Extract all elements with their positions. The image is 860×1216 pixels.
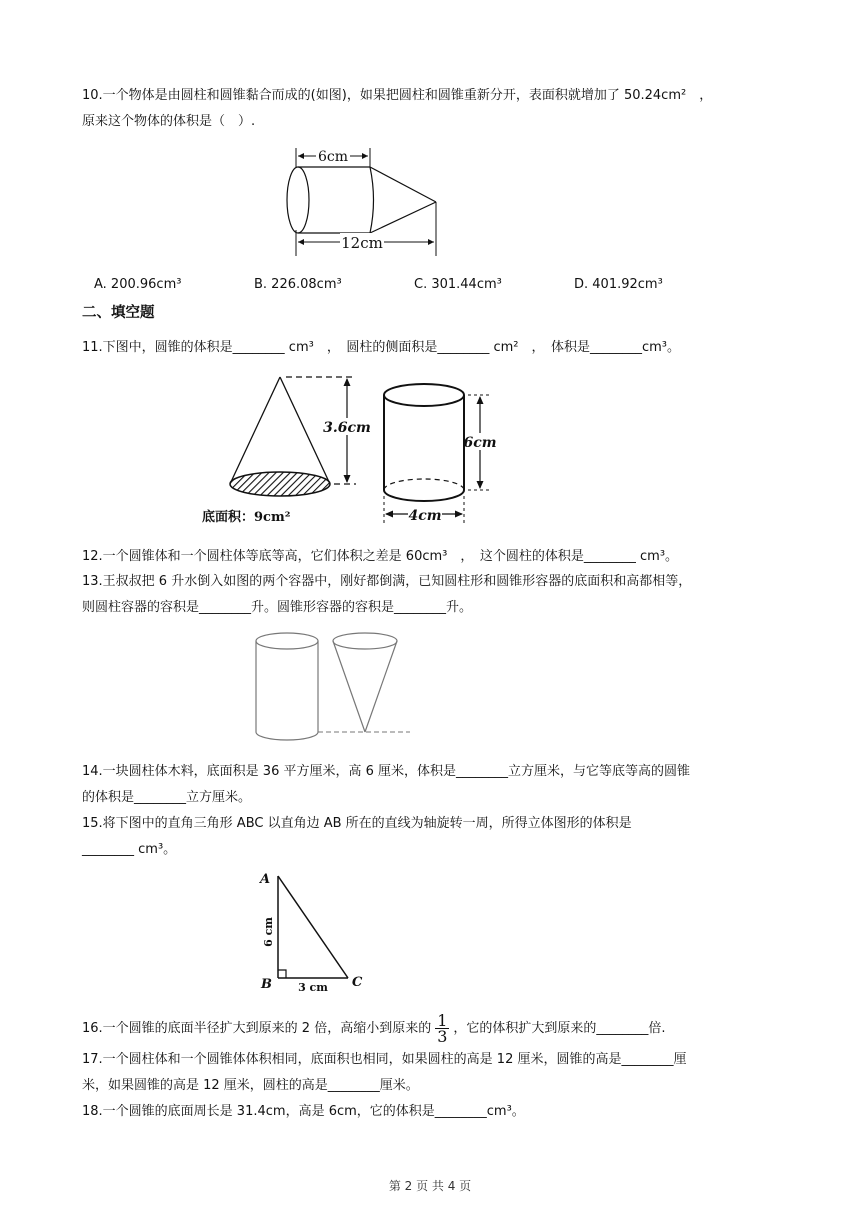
q16-before: 16.一个圆锥的底面半径扩大到原来的 2 倍，高缩小到原来的 bbox=[82, 1021, 432, 1036]
q17-line2: 米，如果圆锥的高是 12 厘米，圆柱的高是________厘米。 bbox=[82, 1078, 419, 1093]
q11-cone-height: 3.6cm bbox=[323, 420, 371, 436]
q10-top-label: 6cm bbox=[317, 149, 349, 165]
q15-label-c: C bbox=[352, 975, 363, 990]
q10-option-a[interactable]: A. 200.96cm³ bbox=[94, 277, 182, 292]
q15-label-a: A bbox=[260, 872, 271, 887]
q13-line1: 13.王叔叔把 6 升水倒入如图的两个容器中，刚好都倒满，已知圆柱形和圆锥形容器的底面积和高都相等， bbox=[82, 574, 692, 589]
q10-cylinder-cone-figure bbox=[282, 142, 452, 260]
q10-option-d[interactable]: D. 401.92cm³ bbox=[574, 277, 663, 292]
q13-containers-figure bbox=[252, 630, 412, 744]
q16-fraction bbox=[435, 1013, 449, 1044]
q10-line1: 10.一个物体是由圆柱和圆锥黏合而成的(如图)，如果把圆柱和圆锥重新分开，表面积就增加了 50.24cm² ， bbox=[82, 88, 713, 103]
q13-line2: 则圆柱容器的容积是________升。圆锥形容器的容积是________升。 bbox=[82, 600, 473, 615]
q11-cone-cylinder-figure bbox=[196, 368, 506, 530]
q16-frac-num: 1 bbox=[437, 1011, 448, 1030]
q15-line2: ________ cm³。 bbox=[82, 842, 177, 857]
q11-cylinder-height: 6cm bbox=[463, 435, 497, 451]
q15-triangle-figure bbox=[256, 866, 376, 994]
q11-cone-base-area: 底面积：9cm² bbox=[202, 510, 291, 525]
q10-option-c[interactable]: C. 301.44cm³ bbox=[414, 277, 502, 292]
q15-side-ab: 6 cm bbox=[262, 917, 275, 947]
q14-line1: 14.一块圆柱体木料，底面积是 36 平方厘米，高 6 厘米，体积是________立方厘米，与它等底等高的圆锥 bbox=[82, 764, 691, 779]
q15-line1: 15.将下图中的直角三角形 ABC 以直角边 AB 所在的直线为轴旋转一周，所得立体图形的体积是 bbox=[82, 816, 632, 831]
q18-text: 18.一个圆锥的底面周长是 31.4cm，高是 6cm，它的体积是________cm³。 bbox=[82, 1104, 525, 1119]
q15-label-b: B bbox=[261, 977, 272, 992]
q10-options bbox=[94, 277, 774, 292]
q10-bottom-label: 12cm bbox=[341, 234, 383, 252]
section-title: 二、填空题 bbox=[82, 305, 155, 321]
q15-side-bc: 3 cm bbox=[298, 981, 328, 994]
q17-line1: 17.一个圆柱体和一个圆锥体体积相同，底面积也相同，如果圆柱的高是 12 厘米，圆锥的高是________厘 bbox=[82, 1052, 687, 1067]
q16-line bbox=[82, 1012, 666, 1046]
q12-text: 12.一个圆锥体和一个圆柱体等底等高，它们体积之差是 60cm³ ， 这个圆柱的体积是________ cm³。 bbox=[82, 549, 679, 564]
q11-text: 11.下图中，圆锥的体积是________ cm³ ， 圆柱的侧面积是________ cm² ， 体积是________cm³。 bbox=[82, 340, 681, 355]
q16-frac-den: 3 bbox=[437, 1027, 448, 1046]
q10-option-b[interactable]: B. 226.08cm³ bbox=[254, 277, 342, 292]
q16-after: ，它的体积扩大到原来的________倍. bbox=[453, 1021, 666, 1036]
q10-line2: 原来这个物体的体积是（ ）. bbox=[82, 114, 256, 129]
page-footer: 第 2 页 共 4 页 bbox=[388, 1179, 472, 1193]
q11-cylinder-width: 4cm bbox=[408, 508, 442, 524]
q14-line2: 的体积是________立方厘米。 bbox=[82, 790, 252, 805]
